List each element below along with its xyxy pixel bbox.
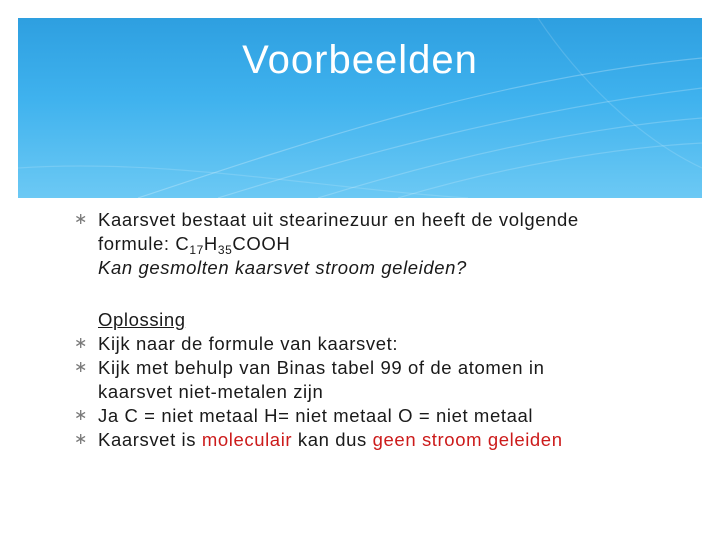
formula-sub-35: 35 bbox=[217, 243, 233, 257]
asterisk-bullet-icon: ∗ bbox=[74, 211, 89, 228]
solution-heading: Oplossing bbox=[98, 309, 186, 330]
formula-sub-17: 17 bbox=[189, 243, 204, 257]
step-2-text: Kijk met behulp van Binas tabel 99 of de atomen in bbox=[98, 357, 545, 378]
asterisk-bullet-icon: ∗ bbox=[74, 431, 89, 448]
formula-prefix: formule: C bbox=[98, 233, 190, 254]
step-2 bbox=[74, 356, 694, 404]
formula-suffix: COOH bbox=[232, 233, 291, 254]
step-2-continuation: kaarsvet niet-metalen zijn bbox=[98, 381, 324, 402]
question-bullet bbox=[74, 208, 694, 280]
conclusion-highlight-geen-stroom: geen stroom geleiden bbox=[372, 429, 563, 450]
question-line-1: Kaarsvet bestaat uit stearinezuur en heeft de volgende bbox=[98, 209, 579, 230]
asterisk-bullet-icon: ∗ bbox=[74, 359, 89, 376]
asterisk-bullet-icon: ∗ bbox=[74, 407, 89, 424]
conclusion-part-1: Kaarsvet is bbox=[98, 429, 202, 450]
formula-h: H bbox=[203, 233, 218, 254]
asterisk-bullet-icon: ∗ bbox=[74, 335, 89, 352]
step-1 bbox=[74, 332, 694, 356]
conclusion bbox=[74, 428, 694, 452]
question-line-3: Kan gesmolten kaarsvet stroom geleiden? bbox=[98, 257, 467, 278]
step-3-text: Ja C = niet metaal H= niet metaal O = niet metaal bbox=[98, 405, 534, 426]
slide-title: Voorbeelden bbox=[242, 38, 478, 82]
step-3 bbox=[74, 404, 694, 428]
conclusion-highlight-moleculair: moleculair bbox=[201, 429, 293, 450]
slide-body bbox=[74, 208, 694, 452]
solution-heading-row bbox=[74, 308, 694, 332]
step-1-text: Kijk naar de formule van kaarsvet: bbox=[98, 333, 399, 354]
question-formula bbox=[98, 232, 694, 256]
conclusion-part-2: kan dus bbox=[292, 429, 373, 450]
